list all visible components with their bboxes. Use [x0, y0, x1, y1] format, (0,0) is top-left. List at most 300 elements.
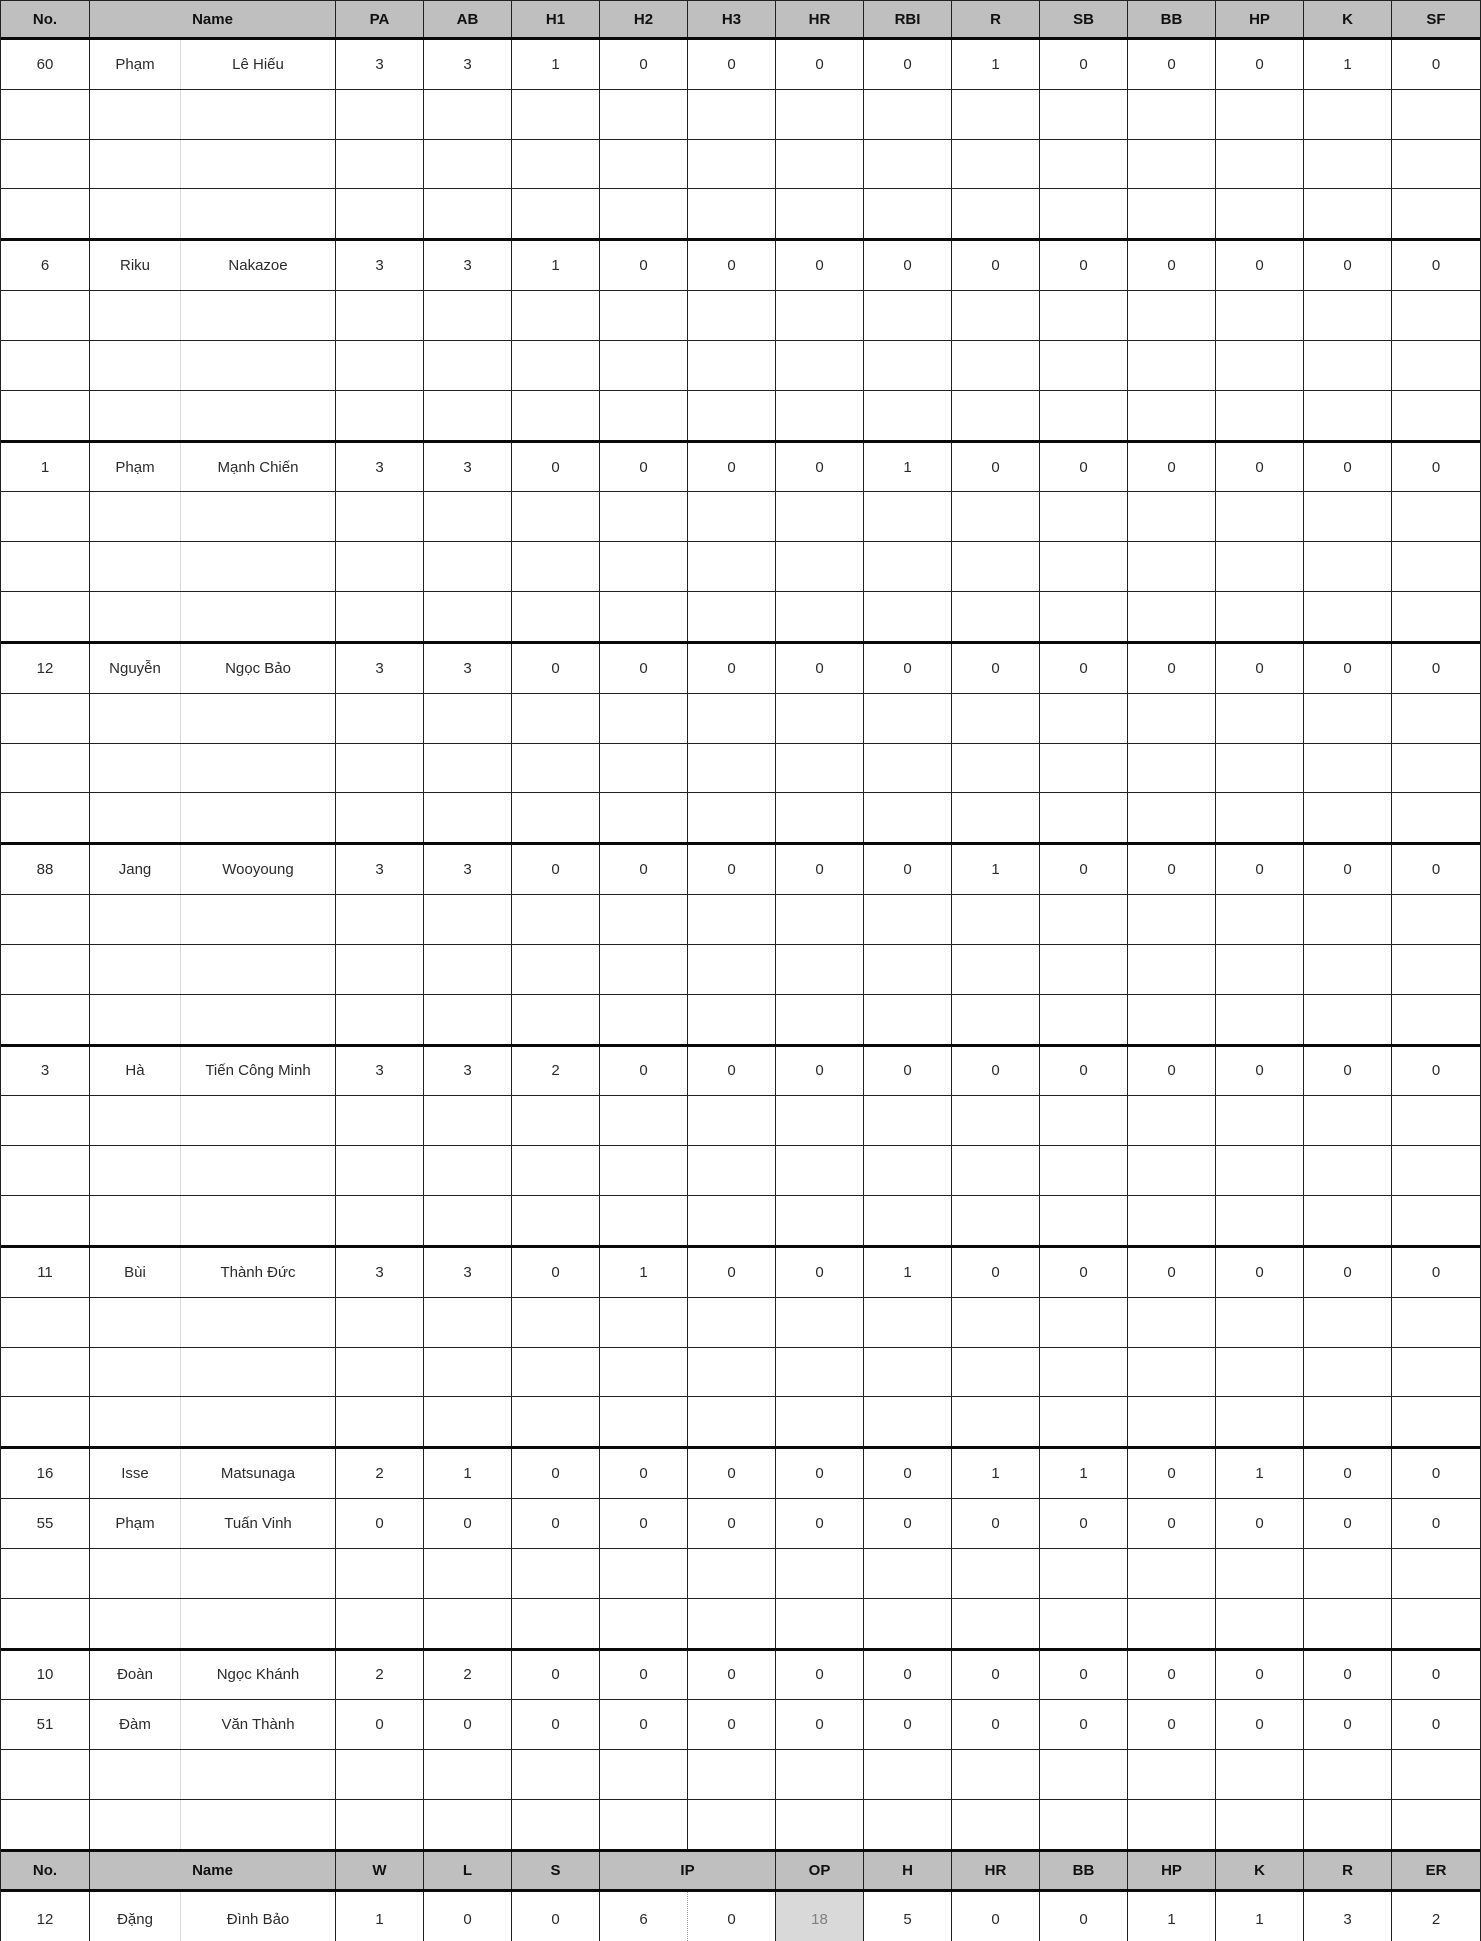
empty-cell[interactable]	[864, 1348, 952, 1397]
empty-cell[interactable]	[688, 1800, 776, 1849]
stat-cell-h1[interactable]: 2	[512, 1047, 600, 1096]
stat-cell-ab[interactable]: 3	[424, 1248, 512, 1297]
empty-cell[interactable]	[1392, 391, 1480, 440]
empty-cell[interactable]	[512, 1348, 600, 1397]
empty-cell[interactable]	[1128, 1196, 1216, 1245]
stat-cell-ab[interactable]: 0	[424, 1700, 512, 1749]
empty-cell[interactable]	[424, 1397, 512, 1446]
empty-cell[interactable]	[1304, 1800, 1392, 1849]
stat-cell-h2[interactable]: 0	[600, 1651, 688, 1700]
stat-cell-bb[interactable]: 0	[1128, 443, 1216, 492]
batting-header-sf[interactable]: SF	[1392, 1, 1480, 37]
pitching-header-k[interactable]: K	[1216, 1852, 1304, 1889]
empty-cell[interactable]	[952, 189, 1040, 238]
stat-cell-k[interactable]: 0	[1304, 1651, 1392, 1700]
empty-cell[interactable]	[90, 542, 181, 591]
empty-cell[interactable]	[1304, 1146, 1392, 1195]
empty-cell[interactable]	[952, 1800, 1040, 1849]
empty-cell[interactable]	[512, 793, 600, 842]
empty-cell[interactable]	[1, 592, 90, 641]
empty-cell[interactable]	[512, 341, 600, 390]
stat-cell-pa[interactable]: 3	[336, 443, 424, 492]
player-no-cell[interactable]: 6	[1, 241, 90, 290]
empty-cell[interactable]	[181, 542, 336, 591]
empty-cell[interactable]	[336, 1096, 424, 1145]
empty-cell[interactable]	[1040, 542, 1128, 591]
empty-cell[interactable]	[1040, 1397, 1128, 1446]
empty-cell[interactable]	[424, 895, 512, 944]
player-first-name-cell[interactable]: Phạm	[90, 40, 181, 89]
player-last-name-cell[interactable]: Ngọc Khánh	[181, 1651, 336, 1700]
empty-cell[interactable]	[864, 291, 952, 340]
stat-cell-r[interactable]: 0	[952, 443, 1040, 492]
empty-cell[interactable]	[1128, 1298, 1216, 1347]
empty-cell[interactable]	[776, 1096, 864, 1145]
empty-cell[interactable]	[424, 1549, 512, 1598]
stat-cell-h3[interactable]: 0	[688, 1047, 776, 1096]
empty-cell[interactable]	[952, 1599, 1040, 1648]
empty-cell[interactable]	[512, 1196, 600, 1245]
player-last-name-cell[interactable]: Mạnh Chiến	[181, 443, 336, 492]
stat-cell-h1[interactable]: 1	[512, 241, 600, 290]
empty-cell[interactable]	[424, 1750, 512, 1799]
empty-cell[interactable]	[776, 1348, 864, 1397]
stat-cell-h1[interactable]: 0	[512, 1651, 600, 1700]
empty-cell[interactable]	[600, 492, 688, 541]
stat-cell-r[interactable]: 0	[952, 644, 1040, 693]
empty-cell[interactable]	[1128, 1750, 1216, 1799]
empty-cell[interactable]	[776, 1146, 864, 1195]
empty-cell[interactable]	[776, 1298, 864, 1347]
empty-cell[interactable]	[1040, 592, 1128, 641]
empty-cell[interactable]	[1216, 1800, 1304, 1849]
empty-cell[interactable]	[1128, 744, 1216, 793]
empty-cell[interactable]	[952, 895, 1040, 944]
empty-cell[interactable]	[1304, 1599, 1392, 1648]
empty-cell[interactable]	[952, 1196, 1040, 1245]
stat-cell-sf[interactable]: 0	[1431, 1062, 1441, 1080]
stat-cell-rbi[interactable]: 0	[864, 1499, 952, 1548]
empty-cell[interactable]	[1040, 694, 1128, 743]
empty-cell[interactable]	[600, 895, 688, 944]
empty-cell[interactable]	[1216, 895, 1304, 944]
stat-cell-h3[interactable]: 0	[688, 1700, 776, 1749]
empty-cell[interactable]	[424, 1599, 512, 1648]
empty-cell[interactable]	[181, 1196, 336, 1245]
empty-cell[interactable]	[1216, 793, 1304, 842]
empty-cell[interactable]	[776, 1549, 864, 1598]
empty-cell[interactable]	[864, 140, 952, 189]
empty-cell[interactable]	[90, 1397, 181, 1446]
empty-cell[interactable]	[1, 895, 90, 944]
empty-cell[interactable]	[1216, 945, 1304, 994]
stat-cell-w[interactable]: 1	[336, 1892, 424, 1941]
empty-cell[interactable]	[952, 793, 1040, 842]
empty-cell[interactable]	[512, 744, 600, 793]
empty-cell[interactable]	[1128, 1397, 1216, 1446]
empty-cell[interactable]	[1128, 492, 1216, 541]
stat-cell-sf[interactable]: 0	[1431, 1716, 1441, 1734]
stat-cell-h3[interactable]: 0	[688, 1449, 776, 1498]
empty-cell[interactable]	[864, 341, 952, 390]
empty-cell[interactable]	[1040, 492, 1128, 541]
empty-cell[interactable]	[1392, 492, 1480, 541]
empty-cell[interactable]	[952, 1146, 1040, 1195]
stat-cell-pa[interactable]: 3	[336, 40, 424, 89]
batting-header-pa[interactable]: PA	[336, 1, 424, 37]
empty-cell[interactable]	[1, 694, 90, 743]
batting-header-hp[interactable]: HP	[1216, 1, 1304, 37]
empty-cell[interactable]	[181, 90, 336, 139]
stat-cell-hp[interactable]: 1	[1128, 1892, 1216, 1941]
stat-cell-k[interactable]: 0	[1304, 644, 1392, 693]
stat-cell-sf[interactable]: 0	[1431, 55, 1441, 73]
empty-cell[interactable]	[1040, 895, 1128, 944]
empty-cell[interactable]	[512, 1750, 600, 1799]
empty-cell[interactable]	[1392, 945, 1480, 994]
player-last-name-cell[interactable]: Matsunaga	[181, 1449, 336, 1498]
empty-cell[interactable]	[776, 341, 864, 390]
empty-cell[interactable]	[1304, 341, 1392, 390]
empty-cell[interactable]	[1304, 291, 1392, 340]
player-no-cell[interactable]: 12	[1, 644, 90, 693]
empty-cell[interactable]	[1392, 189, 1480, 238]
empty-cell[interactable]	[1392, 1348, 1480, 1397]
empty-cell[interactable]	[952, 291, 1040, 340]
empty-cell[interactable]	[336, 744, 424, 793]
stat-cell-ab[interactable]: 3	[424, 644, 512, 693]
stat-cell-h2[interactable]: 0	[600, 1700, 688, 1749]
empty-cell[interactable]	[600, 291, 688, 340]
empty-cell[interactable]	[424, 492, 512, 541]
stat-cell-h2[interactable]: 0	[600, 1047, 688, 1096]
empty-cell[interactable]	[181, 1750, 336, 1799]
empty-cell[interactable]	[1304, 1549, 1392, 1598]
stat-cell-k[interactable]: 0	[1304, 1499, 1392, 1548]
empty-cell[interactable]	[512, 90, 600, 139]
stat-cell-k[interactable]: 0	[1304, 1248, 1392, 1297]
stat-cell-r[interactable]: 0	[952, 1248, 1040, 1297]
stat-cell-hp[interactable]: 1	[1216, 1449, 1304, 1498]
player-first-name-cell[interactable]: Hà	[90, 1047, 181, 1096]
empty-cell[interactable]	[1040, 391, 1128, 440]
empty-cell[interactable]	[424, 1298, 512, 1347]
empty-cell[interactable]	[1, 995, 90, 1044]
empty-cell[interactable]	[1392, 291, 1480, 340]
empty-cell[interactable]	[1, 793, 90, 842]
empty-cell[interactable]	[600, 140, 688, 189]
stat-cell-ab[interactable]: 0	[424, 1499, 512, 1548]
empty-cell[interactable]	[600, 793, 688, 842]
batting-header-k[interactable]: K	[1304, 1, 1392, 37]
empty-cell[interactable]	[336, 542, 424, 591]
player-first-name-cell[interactable]: Phạm	[90, 1499, 181, 1548]
player-last-name-cell[interactable]: Văn Thành	[181, 1700, 336, 1749]
empty-cell[interactable]	[181, 1146, 336, 1195]
empty-cell[interactable]	[1128, 592, 1216, 641]
player-no-cell[interactable]: 60	[1, 40, 90, 89]
empty-cell[interactable]	[336, 391, 424, 440]
stat-cell-bb[interactable]: 0	[1128, 1651, 1216, 1700]
empty-cell[interactable]	[512, 592, 600, 641]
empty-cell[interactable]	[90, 1096, 181, 1145]
stat-cell-bb[interactable]: 0	[1128, 1047, 1216, 1096]
empty-cell[interactable]	[336, 1397, 424, 1446]
empty-cell[interactable]	[336, 895, 424, 944]
stat-cell-h2[interactable]: 0	[600, 241, 688, 290]
empty-cell[interactable]	[864, 391, 952, 440]
empty-cell[interactable]	[864, 492, 952, 541]
stat-cell-sf[interactable]: 0	[1431, 257, 1441, 275]
empty-cell[interactable]	[1128, 1800, 1216, 1849]
empty-cell[interactable]	[952, 694, 1040, 743]
pitching-header-op[interactable]: OP	[776, 1852, 864, 1889]
batting-header-h3[interactable]: H3	[688, 1, 776, 37]
empty-cell[interactable]	[1, 189, 90, 238]
empty-cell[interactable]	[90, 1800, 181, 1849]
empty-cell[interactable]	[688, 1096, 776, 1145]
empty-cell[interactable]	[336, 140, 424, 189]
stat-cell-pa[interactable]: 3	[336, 1047, 424, 1096]
empty-cell[interactable]	[776, 542, 864, 591]
empty-cell[interactable]	[424, 90, 512, 139]
stat-cell-bb[interactable]: 0	[1128, 40, 1216, 89]
empty-cell[interactable]	[1128, 341, 1216, 390]
empty-cell[interactable]	[688, 694, 776, 743]
empty-cell[interactable]	[864, 1549, 952, 1598]
empty-cell[interactable]	[181, 1599, 336, 1648]
empty-cell[interactable]	[181, 189, 336, 238]
empty-cell[interactable]	[1304, 793, 1392, 842]
empty-cell[interactable]	[864, 895, 952, 944]
empty-cell[interactable]	[600, 1096, 688, 1145]
empty-cell[interactable]	[1304, 542, 1392, 591]
empty-cell[interactable]	[336, 291, 424, 340]
stat-cell-sb[interactable]: 1	[1040, 1449, 1128, 1498]
stat-cell-bb[interactable]: 0	[1128, 1248, 1216, 1297]
empty-cell[interactable]	[181, 1298, 336, 1347]
empty-cell[interactable]	[1304, 140, 1392, 189]
stat-cell-k[interactable]: 1	[1304, 40, 1392, 89]
empty-cell[interactable]	[1, 1348, 90, 1397]
pitching-header-no[interactable]: No.	[1, 1852, 90, 1889]
player-last-name-cell[interactable]: Đình Bảo	[181, 1892, 336, 1941]
empty-cell[interactable]	[90, 895, 181, 944]
empty-cell[interactable]	[90, 1750, 181, 1799]
player-no-cell[interactable]: 10	[1, 1651, 90, 1700]
empty-cell[interactable]	[1128, 793, 1216, 842]
empty-cell[interactable]	[776, 1800, 864, 1849]
empty-cell[interactable]	[1128, 945, 1216, 994]
empty-cell[interactable]	[864, 793, 952, 842]
empty-cell[interactable]	[512, 1146, 600, 1195]
empty-cell[interactable]	[688, 744, 776, 793]
stat-cell-rbi[interactable]: 1	[864, 443, 952, 492]
stat-cell-h3[interactable]: 0	[688, 644, 776, 693]
stat-cell-h2[interactable]: 0	[600, 644, 688, 693]
stat-cell-hp[interactable]: 0	[1216, 1651, 1304, 1700]
empty-cell[interactable]	[864, 189, 952, 238]
empty-cell[interactable]	[1392, 744, 1480, 793]
empty-cell[interactable]	[776, 1750, 864, 1799]
empty-cell[interactable]	[600, 1298, 688, 1347]
stat-cell-sf[interactable]: 0	[1431, 458, 1441, 476]
empty-cell[interactable]	[90, 1348, 181, 1397]
empty-cell[interactable]	[1216, 995, 1304, 1044]
stat-cell-hp[interactable]: 0	[1216, 40, 1304, 89]
empty-cell[interactable]	[181, 945, 336, 994]
empty-cell[interactable]	[1040, 291, 1128, 340]
empty-cell[interactable]	[688, 90, 776, 139]
stat-cell-hr[interactable]: 0	[776, 845, 864, 894]
stat-cell-sf[interactable]: 0	[1431, 659, 1441, 677]
empty-cell[interactable]	[90, 291, 181, 340]
pitching-header-w[interactable]: W	[336, 1852, 424, 1889]
empty-cell[interactable]	[181, 1397, 336, 1446]
empty-cell[interactable]	[1040, 1298, 1128, 1347]
empty-cell[interactable]	[336, 189, 424, 238]
empty-cell[interactable]	[1304, 189, 1392, 238]
empty-cell[interactable]	[952, 1750, 1040, 1799]
empty-cell[interactable]	[424, 1348, 512, 1397]
stat-cell-hr[interactable]: 0	[776, 1499, 864, 1548]
empty-cell[interactable]	[688, 1549, 776, 1598]
stat-cell-pa[interactable]: 0	[336, 1700, 424, 1749]
empty-cell[interactable]	[424, 189, 512, 238]
empty-cell[interactable]	[512, 1599, 600, 1648]
empty-cell[interactable]	[181, 1348, 336, 1397]
stat-cell-h1[interactable]: 0	[512, 1248, 600, 1297]
empty-cell[interactable]	[1040, 1800, 1128, 1849]
stat-cell-h1[interactable]: 1	[512, 40, 600, 89]
empty-cell[interactable]	[776, 291, 864, 340]
pitching-header-r[interactable]: R	[1304, 1852, 1392, 1889]
empty-cell[interactable]	[512, 945, 600, 994]
empty-cell[interactable]	[688, 945, 776, 994]
empty-cell[interactable]	[1216, 1397, 1304, 1446]
batting-header-rbi[interactable]: RBI	[864, 1, 952, 37]
empty-cell[interactable]	[90, 1599, 181, 1648]
batting-header-h2[interactable]: H2	[600, 1, 688, 37]
empty-cell[interactable]	[90, 189, 181, 238]
empty-cell[interactable]	[1216, 140, 1304, 189]
stat-cell-sb[interactable]: 0	[1040, 443, 1128, 492]
empty-cell[interactable]	[336, 592, 424, 641]
stat-cell-h2[interactable]: 0	[600, 845, 688, 894]
empty-cell[interactable]	[952, 1348, 1040, 1397]
stat-cell-sf[interactable]: 0	[1431, 1514, 1441, 1532]
stat-cell-pa[interactable]: 2	[336, 1449, 424, 1498]
empty-cell[interactable]	[688, 140, 776, 189]
stat-cell-k[interactable]: 1	[1216, 1892, 1304, 1941]
pitching-header-s[interactable]: S	[512, 1852, 600, 1889]
empty-cell[interactable]	[90, 391, 181, 440]
empty-cell[interactable]	[776, 1196, 864, 1245]
empty-cell[interactable]	[952, 341, 1040, 390]
empty-cell[interactable]	[952, 391, 1040, 440]
empty-cell[interactable]	[1040, 793, 1128, 842]
stat-cell-sf[interactable]: 0	[1431, 1263, 1441, 1281]
empty-cell[interactable]	[688, 341, 776, 390]
stat-cell-rbi[interactable]: 0	[864, 40, 952, 89]
player-first-name-cell[interactable]: Đàm	[90, 1700, 181, 1749]
stat-cell-hr[interactable]: 0	[776, 1651, 864, 1700]
empty-cell[interactable]	[688, 1348, 776, 1397]
empty-cell[interactable]	[1040, 744, 1128, 793]
stat-cell-k[interactable]: 0	[1304, 241, 1392, 290]
stat-cell-hr[interactable]: 0	[776, 644, 864, 693]
empty-cell[interactable]	[776, 391, 864, 440]
empty-cell[interactable]	[1216, 1750, 1304, 1799]
empty-cell[interactable]	[90, 1196, 181, 1245]
empty-cell[interactable]	[1, 542, 90, 591]
stat-cell-h3[interactable]: 0	[688, 845, 776, 894]
empty-cell[interactable]	[1, 1800, 90, 1849]
empty-cell[interactable]	[1216, 1298, 1304, 1347]
stat-cell-sb[interactable]: 0	[1040, 1499, 1128, 1548]
empty-cell[interactable]	[181, 492, 336, 541]
empty-cell[interactable]	[512, 189, 600, 238]
empty-cell[interactable]	[512, 895, 600, 944]
empty-cell[interactable]	[512, 291, 600, 340]
empty-cell[interactable]	[1040, 945, 1128, 994]
empty-cell[interactable]	[1, 391, 90, 440]
empty-cell[interactable]	[1216, 592, 1304, 641]
empty-cell[interactable]	[1216, 189, 1304, 238]
empty-cell[interactable]	[776, 945, 864, 994]
empty-cell[interactable]	[512, 1096, 600, 1145]
batting-header-sb[interactable]: SB	[1040, 1, 1128, 37]
empty-cell[interactable]	[512, 1549, 600, 1598]
empty-cell[interactable]	[952, 492, 1040, 541]
empty-cell[interactable]	[90, 793, 181, 842]
batting-header-hr[interactable]: HR	[776, 1, 864, 37]
empty-cell[interactable]	[952, 542, 1040, 591]
empty-cell[interactable]	[688, 1599, 776, 1648]
empty-cell[interactable]	[1216, 694, 1304, 743]
empty-cell[interactable]	[600, 391, 688, 440]
stat-cell-r[interactable]: 0	[952, 241, 1040, 290]
stat-cell-sb[interactable]: 0	[1040, 1700, 1128, 1749]
stat-cell-bb[interactable]: 0	[1128, 1499, 1216, 1548]
stat-cell-hr[interactable]: 0	[776, 1700, 864, 1749]
pitching-header-er[interactable]: ER	[1392, 1852, 1480, 1889]
stat-cell-k[interactable]: 0	[1304, 845, 1392, 894]
batting-header-no[interactable]: No.	[1, 1, 90, 37]
empty-cell[interactable]	[1, 1096, 90, 1145]
empty-cell[interactable]	[600, 694, 688, 743]
stat-cell-h3[interactable]: 0	[688, 40, 776, 89]
empty-cell[interactable]	[864, 542, 952, 591]
stat-cell-pa[interactable]: 2	[336, 1651, 424, 1700]
stat-cell-r[interactable]: 1	[952, 845, 1040, 894]
empty-cell[interactable]	[952, 90, 1040, 139]
empty-cell[interactable]	[336, 945, 424, 994]
batting-header-ab[interactable]: AB	[424, 1, 512, 37]
stat-cell-ab[interactable]: 3	[424, 443, 512, 492]
empty-cell[interactable]	[1392, 1196, 1480, 1245]
empty-cell[interactable]	[1304, 1397, 1392, 1446]
empty-cell[interactable]	[1216, 1096, 1304, 1145]
empty-cell[interactable]	[1392, 1146, 1480, 1195]
empty-cell[interactable]	[336, 341, 424, 390]
stat-cell-rbi[interactable]: 0	[864, 644, 952, 693]
empty-cell[interactable]	[181, 895, 336, 944]
empty-cell[interactable]	[688, 1397, 776, 1446]
empty-cell[interactable]	[864, 1196, 952, 1245]
empty-cell[interactable]	[1304, 895, 1392, 944]
empty-cell[interactable]	[688, 1298, 776, 1347]
